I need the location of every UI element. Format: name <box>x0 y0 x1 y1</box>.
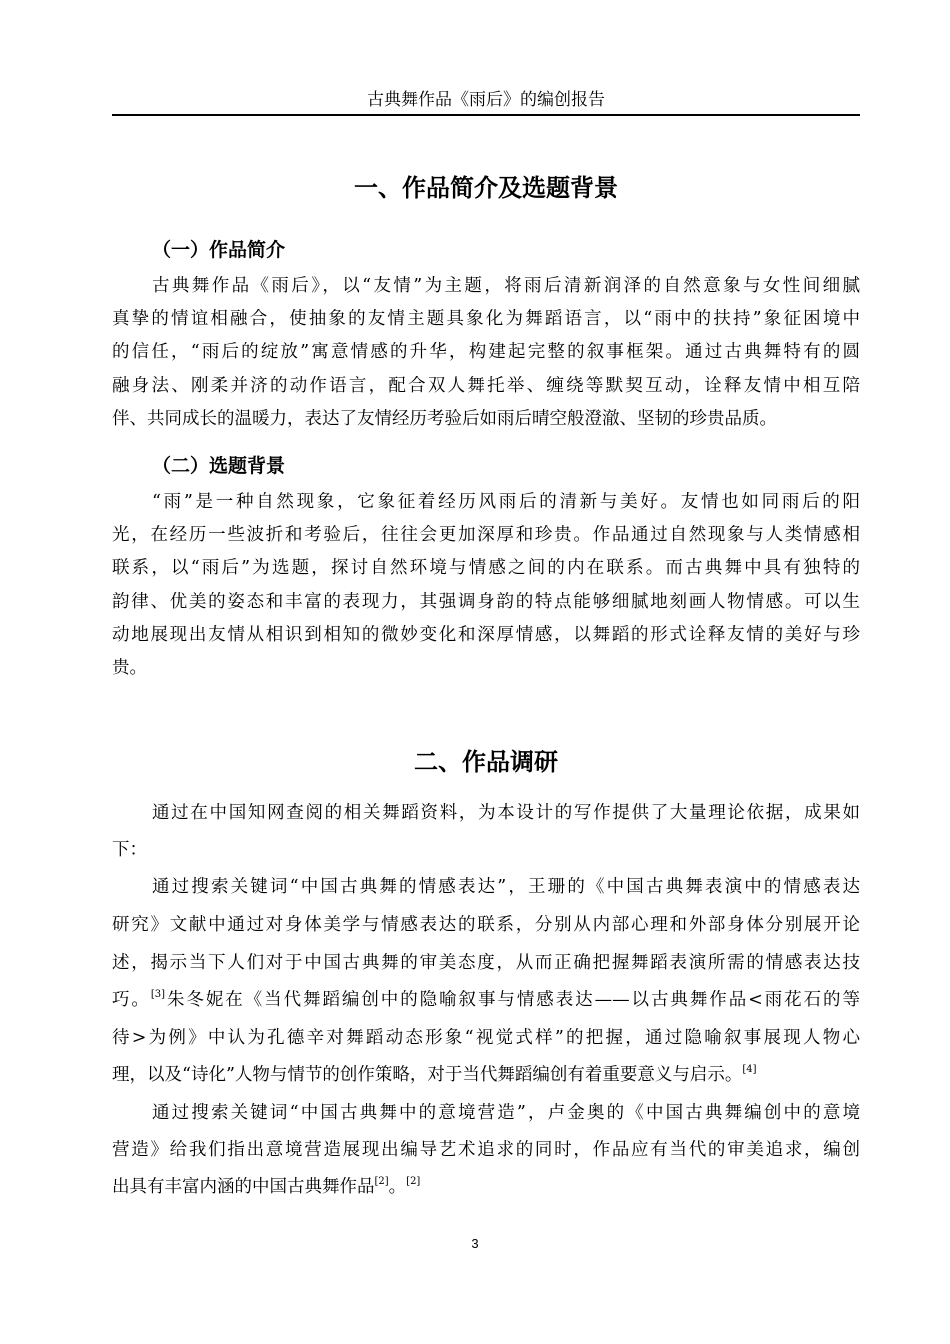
section-heading: 二、作品调研 <box>414 748 558 776</box>
paragraph-line: 通过搜索关键词“中国古典舞中的意境营造”，卢金奥的《中国古典舞编创中的意境 <box>152 1103 860 1123</box>
line-text: 理，以及“诗化”人物与情节的创作策略，对于当代舞蹈编创有着重要意义与启示。 <box>112 1065 743 1085</box>
paragraph-line: 待>为例》中认为孔德辛对舞蹈动态形象“视觉式样”的把握，通过隐喻叙事展现人物心 <box>112 1028 860 1048</box>
citation-ref: [4] <box>742 1064 757 1075</box>
page-number: 3 <box>471 1236 479 1251</box>
citation-ref: [2] <box>374 1176 389 1187</box>
paragraph-line <box>112 1060 860 1090</box>
paragraph-line: 动地展现出友情从相识到相知的微妙变化和深厚情感，以舞蹈的形式诠释友情的美好与珍 <box>112 625 860 645</box>
paragraph-line: “雨”是一种自然现象，它象征着经历风雨后的清新与美好。友情也如同雨后的阳 <box>152 492 860 512</box>
paragraph-line: 营造》给我们指出意境营造展现出编导艺术追求的同时，作品应有当代的审美追求，编创 <box>112 1140 860 1160</box>
subsection-heading: （一）作品简介 <box>152 239 286 261</box>
header-rule <box>112 114 860 116</box>
paragraph-line <box>112 1172 860 1202</box>
paragraph-line: 伴、共同成长的温暖力，表达了友情经历考验后如雨后晴空般澄澈、坚韧的珍贵品质。 <box>112 409 777 429</box>
paragraph-line: 韵律、优美的姿态和丰富的表现力，其强调身韵的特点能够细腻地刻画人物情感。可以生 <box>112 592 860 612</box>
citation-ref: [2] <box>406 1176 421 1187</box>
paragraph-line: 联系，以“雨后”为选题，探讨自然环境与情感之间的内在联系。而古典舞中具有独特的 <box>112 558 860 578</box>
paragraph-line: 光，在经历一些波折和考验后，往往会更加深厚和珍贵。作品通过自然现象与人类情感相 <box>112 525 860 545</box>
citation-ref: [3] <box>150 989 166 1000</box>
paragraph-line: 融身法、刚柔并济的动作语言，配合双人舞托举、缠绕等默契互动，诠释友情中相互陪 <box>112 376 860 396</box>
paragraph-line <box>112 985 860 1015</box>
paragraph-line: 真挚的情谊相融合，使抽象的友情主题具象化为舞蹈语言，以“雨中的扶持”象征困境中 <box>112 309 860 329</box>
line-text: 出具有丰富内涵的中国古典舞作品 <box>112 1177 375 1197</box>
paragraph-line: 下： <box>112 840 147 860</box>
line-text: 巧。 <box>112 990 151 1010</box>
line-text: 。 <box>388 1177 407 1197</box>
paragraph-line: 通过在中国知网查阅的相关舞蹈资料，为本设计的写作提供了大量理论依据，成果如 <box>152 803 860 823</box>
subsection-heading: （二）选题背景 <box>152 455 286 477</box>
paragraph-line: 研究》文献中通过对身体美学与情感表达的联系，分别从内部心理和外部身体分别展开论 <box>112 915 860 935</box>
paragraph-line: 通过搜索关键词“中国古典舞的情感表达”，王珊的《中国古典舞表演中的情感表达 <box>152 877 860 897</box>
paragraph-line: 古典舞作品《雨后》，以“友情”为主题，将雨后清新润泽的自然意象与女性间细腻 <box>152 276 860 296</box>
paragraph-line: 的信任，“雨后的绽放”寓意情感的升华，构建起完整的叙事框架。通过古典舞特有的圆 <box>112 342 860 362</box>
header-title: 古典舞作品《雨后》的编创报告 <box>367 90 605 110</box>
line-text: 朱冬妮在《当代舞蹈编创中的隐喻叙事与情感表达——以古典舞作品<雨花石的等 <box>165 990 860 1010</box>
paragraph-line: 述，揭示当下人们对于中国古典舞的审美态度，从而正确把握舞蹈表演所需的情感表达技 <box>112 953 860 973</box>
section-heading: 一、作品简介及选题背景 <box>354 174 618 202</box>
paragraph-line: 贵。 <box>112 658 147 678</box>
